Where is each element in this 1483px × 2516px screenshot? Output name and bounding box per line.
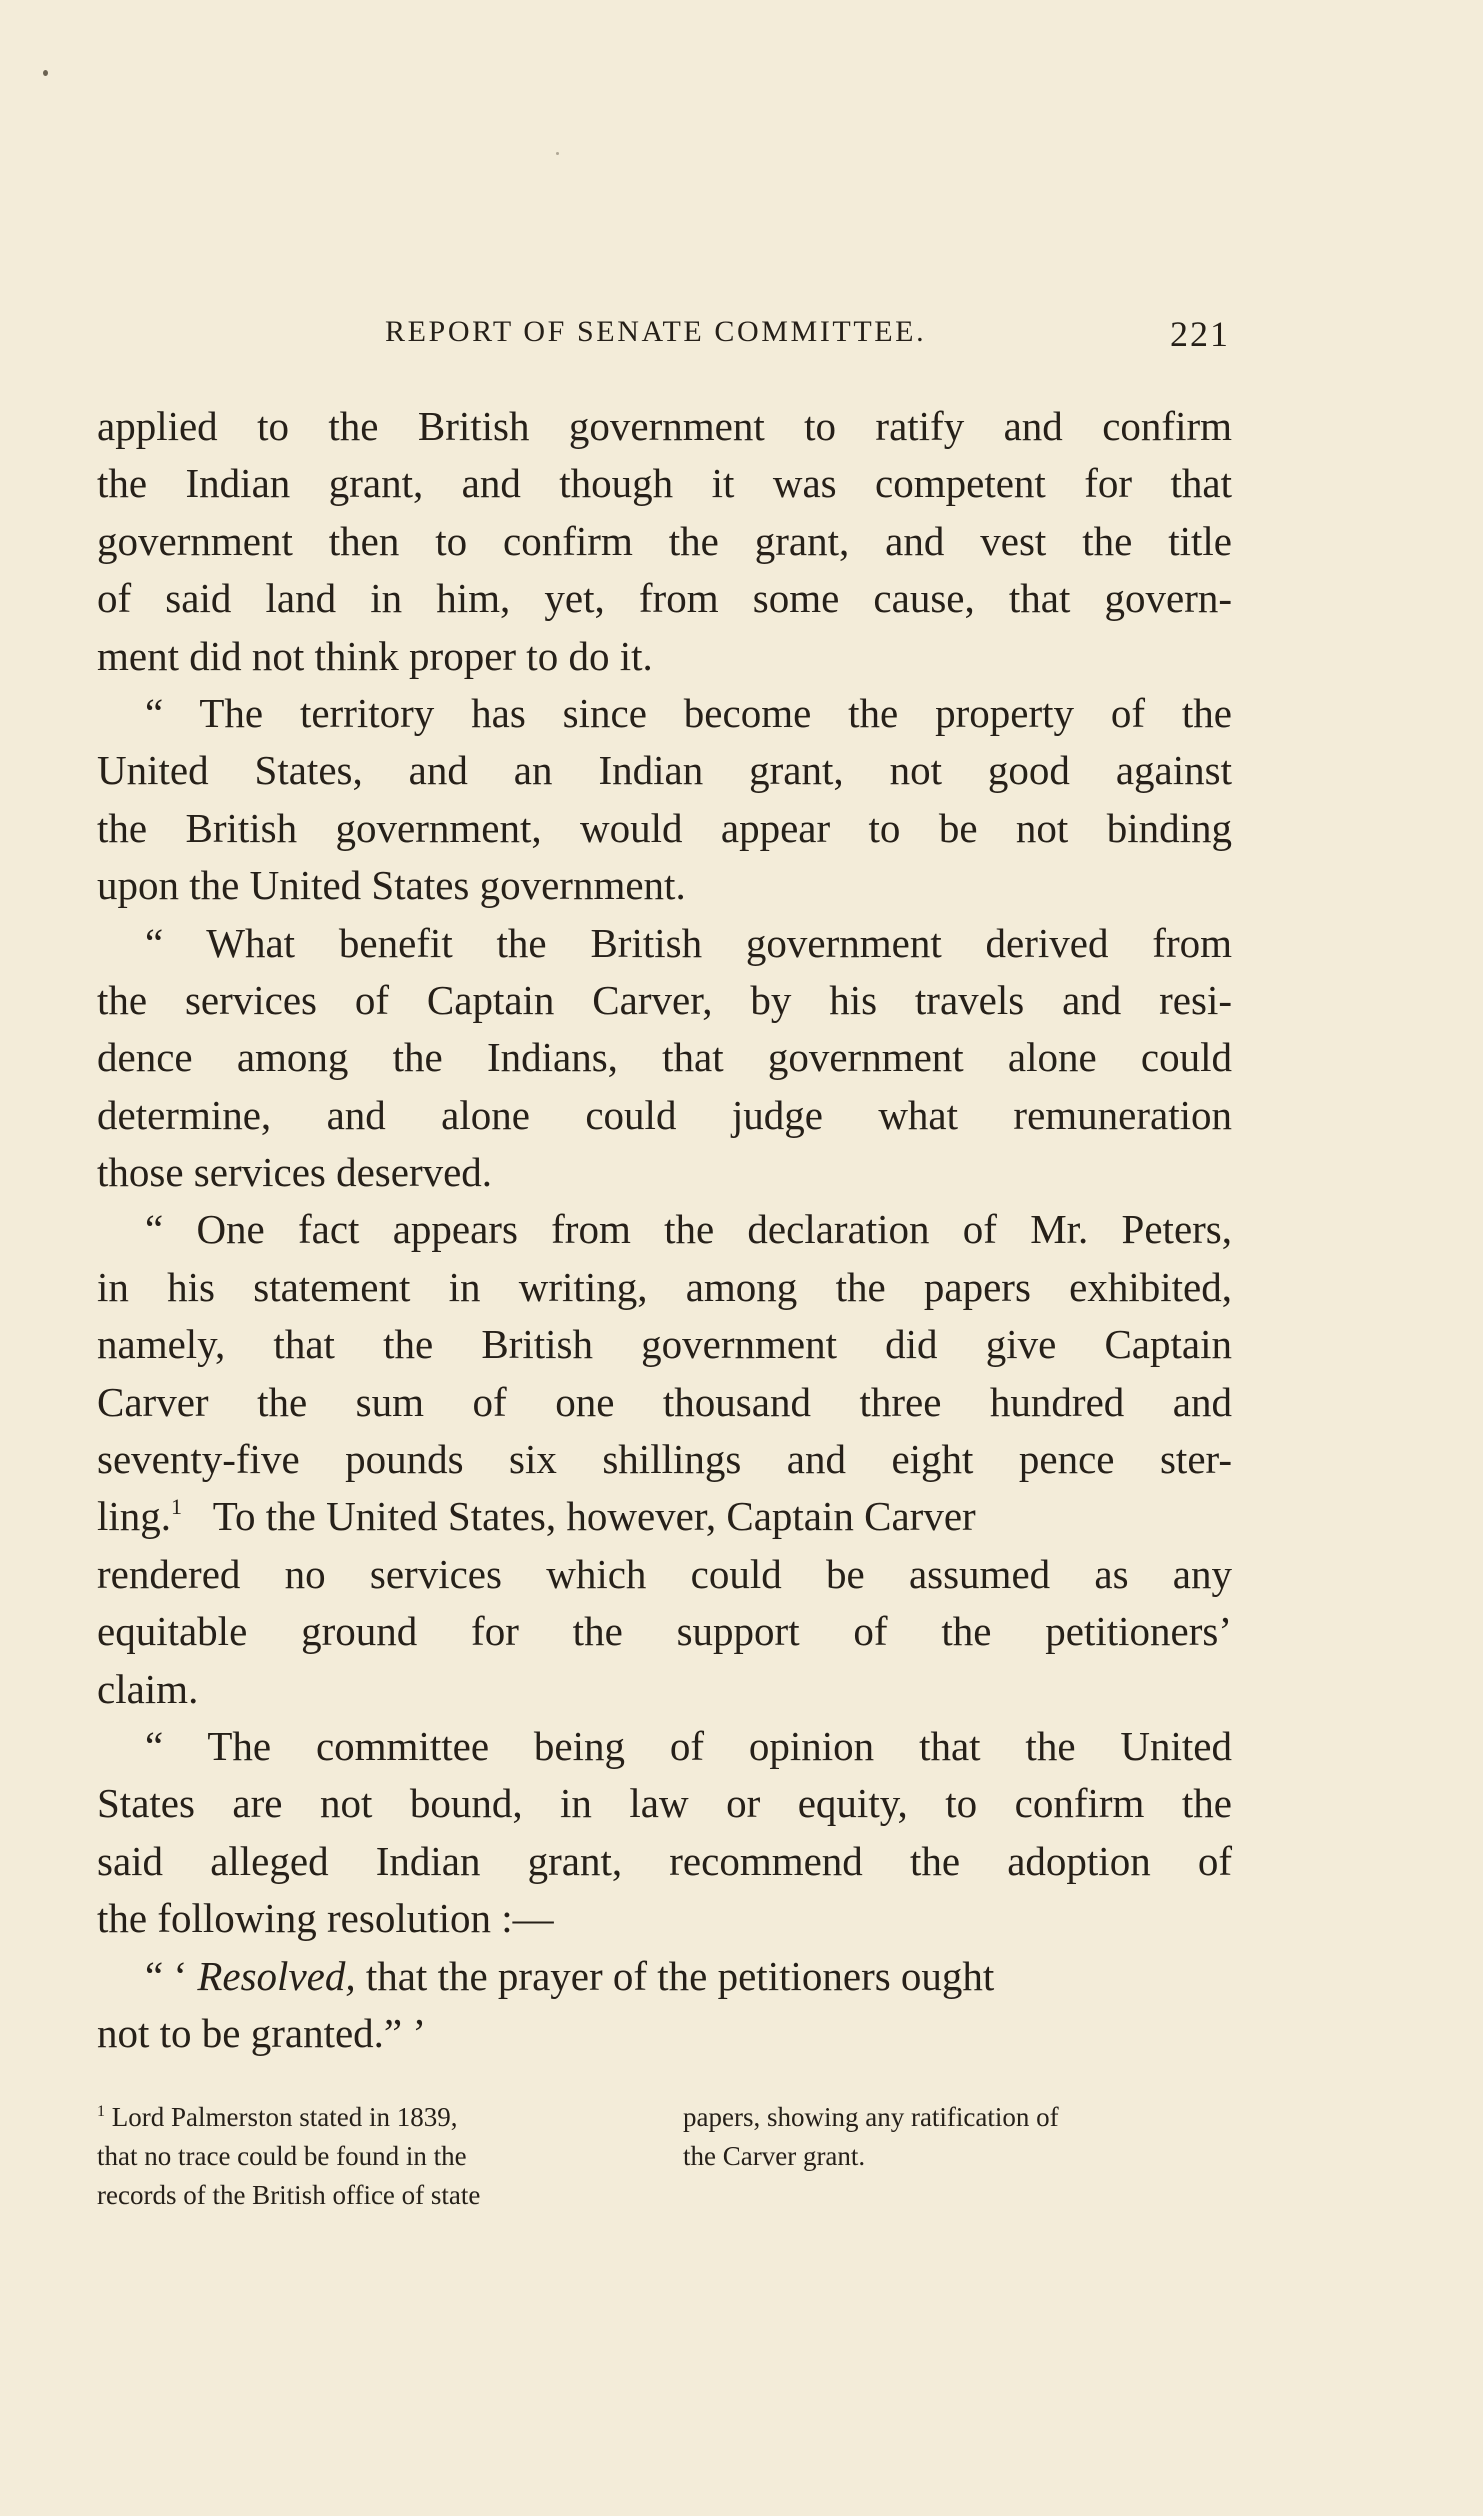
text-line: not to be granted.” ’	[97, 2009, 427, 2056]
paragraph-first-line: “ The territory has since become the property of the	[145, 689, 1232, 736]
text-line: said alleged Indian grant, recommend the adoption of	[97, 1837, 1232, 1884]
text-line: upon the United States government.	[97, 862, 686, 909]
text-line: claim.	[97, 1665, 199, 1712]
text-line: United States, and an Indian grant, not good against	[97, 747, 1232, 794]
footnote-line: records of the British office of state	[97, 2180, 481, 2210]
footnote-text: Lord Palmerston stated in 1839,	[111, 2102, 458, 2132]
text-line: namely, that the British government did give Captain	[97, 1321, 1232, 1368]
text-line: determine, and alone could judge what remuneration	[97, 1091, 1232, 1138]
text-line: the services of Captain Carver, by his travels and resi-	[97, 976, 1232, 1023]
text-line: in his statement in writing, among the papers exhibited,	[97, 1263, 1232, 1310]
paragraph-first-line: “ One fact appears from the declaration of Mr. Peters,	[145, 1206, 1232, 1253]
text-line: ment did not think proper to do it.	[97, 632, 653, 679]
text-line: the following resolution :—	[97, 1895, 554, 1942]
footnote-line: the Carver grant.	[683, 2141, 866, 2171]
text-line-with-footnote-ref	[97, 1488, 1232, 1545]
text-line: States are not bound, in law or equity, to confirm the	[97, 1780, 1232, 1827]
paragraph-first-line: “ The committee being of opinion that the United	[145, 1722, 1232, 1769]
text-line: seventy-five pounds six shillings and eight pence ster-	[97, 1436, 1232, 1483]
open-quotes: “ ‘	[145, 1952, 198, 1999]
text-line: dence among the Indians, that government alone could	[97, 1034, 1232, 1081]
text-line: government then to confirm the grant, and vest the title	[97, 517, 1232, 564]
page-number: 221	[1170, 314, 1230, 354]
text-line: the Indian grant, and though it was competent for that	[97, 460, 1232, 507]
running-head: REPORT OF SENATE COMMITTEE.	[385, 315, 927, 348]
paper-speck	[43, 70, 48, 76]
footnote-ref: 1	[171, 1494, 183, 1520]
footnote-line: that no trace could be found in the	[97, 2141, 467, 2171]
paragraph-first-line: “ What benefit the British government derived from	[145, 919, 1232, 966]
line-rest: To the United States, however, Captain Carver	[212, 1493, 976, 1540]
footnote-marker: 1	[97, 2103, 105, 2120]
text-line: rendered no services which could be assumed as any	[97, 1550, 1232, 1597]
text-line: the British government, would appear to be not binding	[97, 804, 1232, 851]
text-line: equitable ground for the support of the petitioners’	[97, 1608, 1232, 1655]
body-text	[97, 398, 1232, 2062]
text-line: applied to the British government to ratify and confirm	[97, 403, 1232, 449]
footnote-line: papers, showing any ratification of	[683, 2102, 1059, 2132]
footnote-line	[97, 2098, 657, 2137]
text-line: of said land in him, yet, from some cause, that govern-	[97, 575, 1232, 622]
footnote-column-left	[97, 2098, 657, 2215]
text-line: those services deserved.	[97, 1149, 493, 1196]
paper-speck	[556, 152, 559, 155]
text-line: Carver the sum of one thousand three hundred and	[97, 1378, 1232, 1425]
footnote-column-right	[683, 2098, 1243, 2176]
line-rest: that the prayer of the petitioners ought	[355, 1952, 995, 1999]
line-start: ling.	[97, 1493, 172, 1540]
page-header	[100, 313, 1230, 363]
resolved-word: Resolved,	[197, 1952, 356, 1999]
resolution-line	[97, 1948, 1232, 2005]
